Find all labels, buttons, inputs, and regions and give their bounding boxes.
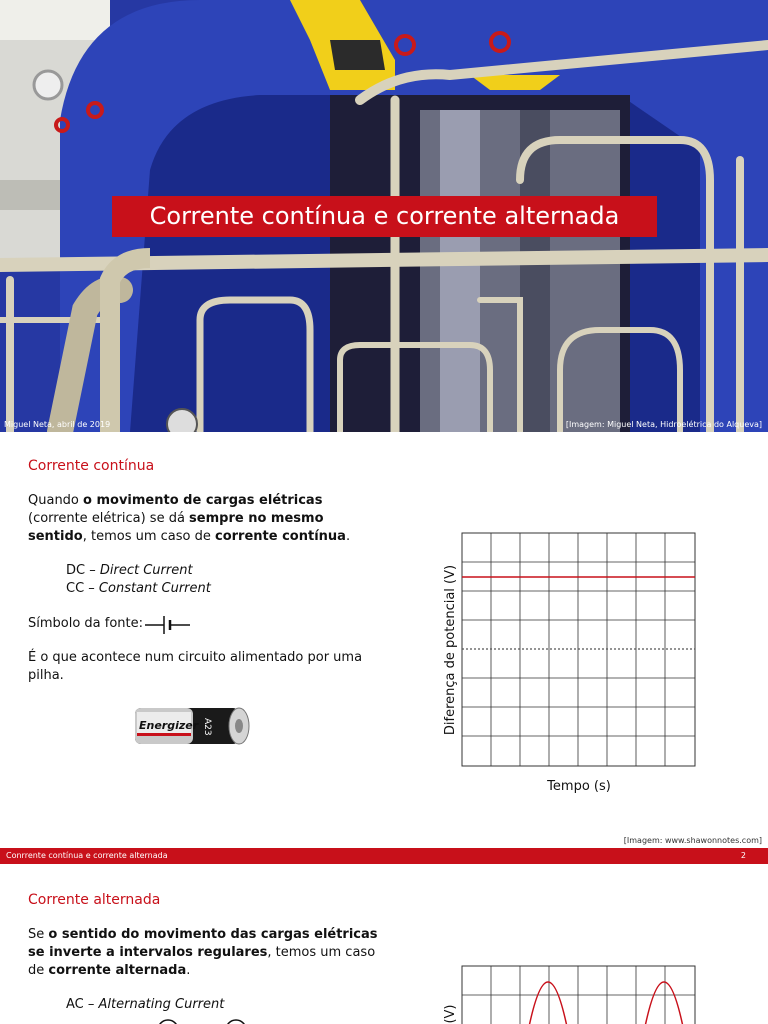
bold-run: o sentido do movimento das cargas elétricas se inverte a intervalos regulares [28, 927, 378, 960]
graph-image-credit: [Imagem: www.shawonnotes.com] [623, 836, 762, 845]
ac-symbol-icon [150, 1016, 260, 1024]
footer-title: Conrrente contínua e corrente alternada [6, 851, 168, 860]
slide-alternating-current [0, 864, 768, 1024]
acronym-expansion: Direct Current [99, 563, 193, 578]
battery-paragraph: É o que acontece num circuito alimentado por uma pilha. [28, 650, 363, 683]
symbol-label: Símbolo da fonte: [28, 616, 144, 631]
section-heading: Corrente alternada [28, 892, 161, 908]
acronym-label: DC – [66, 563, 100, 578]
acronym-label: AC – [66, 997, 99, 1012]
y-axis-label: Diferença de potencial (V) [443, 564, 458, 736]
section-heading: Corrente contínua [28, 458, 155, 474]
ac-voltage-graph [436, 962, 704, 1024]
battery-photo [133, 702, 251, 752]
battery-brand-text: Energizer [139, 719, 199, 732]
dc-definition-paragraph [28, 492, 378, 546]
text-run: Se [28, 927, 49, 942]
acronym-label: CC – [66, 581, 99, 596]
cc-acronym [66, 580, 211, 598]
author-credit: Miguel Neta, abril de 2019 [4, 420, 111, 429]
dc-acronym [66, 562, 193, 580]
cover-slide [0, 0, 768, 432]
page-number: 2 [740, 851, 746, 860]
image-credit: [Imagem: Miguel Neta, Hidroelétrica do Alqueva] [565, 420, 762, 429]
bold-run: corrente contínua [215, 529, 346, 544]
bold-run: corrente alternada [48, 963, 187, 978]
y-axis-label: (V) [443, 1004, 458, 1024]
text-run: . [186, 963, 191, 978]
cover-title: Corrente contínua e corrente alternada [112, 196, 657, 237]
bold-run: sempre no mesmo sentido [28, 511, 324, 544]
ac-acronym [66, 996, 224, 1014]
text-run: (corrente elétrica) se dá [28, 511, 190, 526]
text-run: Quando [28, 493, 84, 508]
text-run: . [345, 529, 351, 544]
dc-voltage-graph [436, 528, 704, 798]
slide-footer [0, 848, 768, 864]
ac-definition-paragraph [28, 926, 378, 980]
slide-direct-current [0, 432, 768, 864]
acronym-expansion: Alternating Current [98, 997, 225, 1012]
acronym-expansion: Constant Current [98, 581, 211, 596]
battery-model-text: A23 [202, 718, 212, 736]
battery-symbol-icon [143, 612, 193, 638]
x-axis-label: Tempo (s) [547, 779, 611, 794]
text-run: , temos um caso de [28, 945, 376, 978]
bold-run: o movimento de cargas elétricas [83, 493, 323, 508]
text-run: , temos um caso de [82, 529, 215, 544]
